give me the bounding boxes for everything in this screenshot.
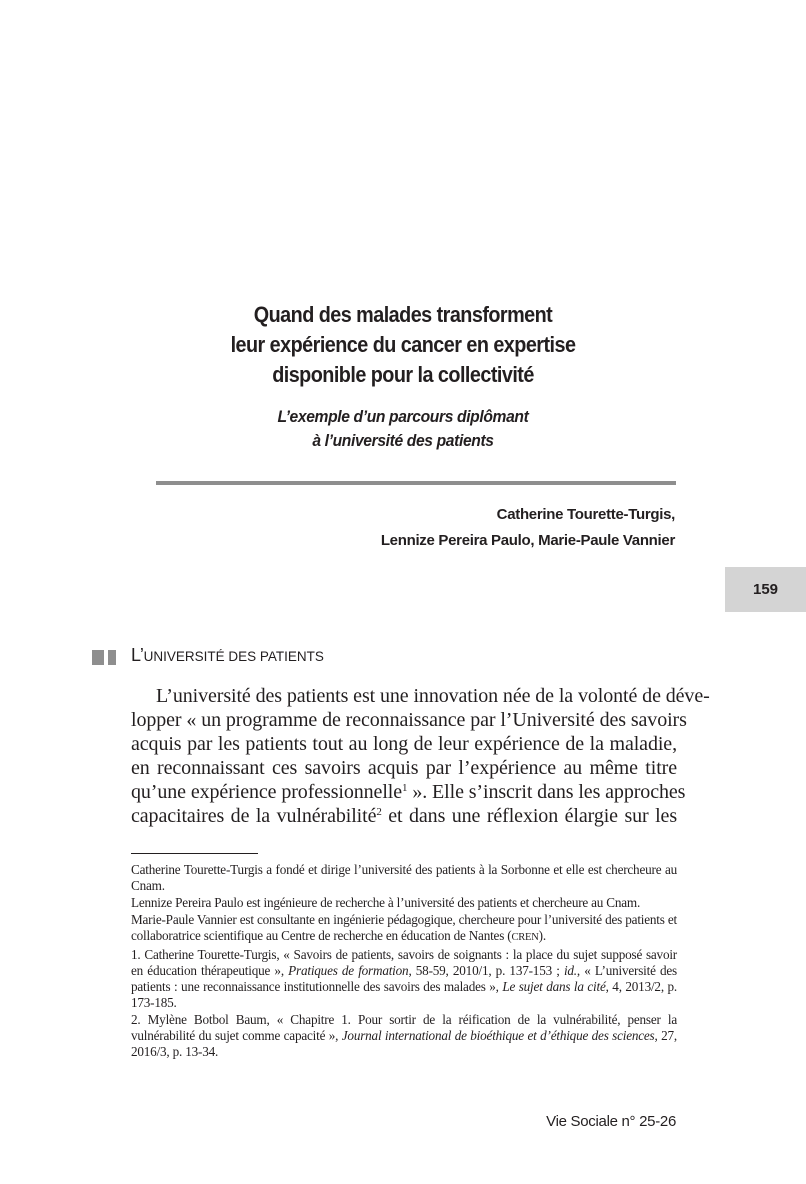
note-text: , 4, 2013/2, p. 173-185. (131, 979, 677, 1010)
note-text: ). (538, 928, 546, 943)
body-line: lopper « un programme de reconnaissance par l’Université des savoirs (131, 709, 687, 731)
footnote-ref-2[interactable]: 2 (376, 806, 382, 818)
note-text: , 58-59, 2010/1, p. 137-153 ; (408, 963, 564, 978)
subtitle-line: à l’université des patients (312, 431, 494, 450)
section-heading-rest: UNIVERSITÉ DES PATIENTS (143, 649, 324, 664)
body-line: en reconnaissant ces savoirs acquis par l’expérience au même titre (131, 757, 677, 779)
author-list (381, 502, 675, 554)
note-italic: Le sujet dans la cité (502, 979, 606, 994)
footnote-separator (131, 853, 258, 854)
note-italic: Journal international de bioéthique et d’éthique des sciences (341, 1028, 655, 1043)
section-heading (131, 645, 324, 666)
body-line (131, 804, 677, 828)
note-text: , « L’université des patients : une reconnaissance institutionnelle des savoirs des malades », (131, 963, 677, 994)
author-line: Lennize Pereira Paulo, Marie-Paule Vannier (380, 532, 675, 549)
title-line: Quand des malades transforment (253, 302, 553, 327)
author-note: Catherine Tourette-Turgis a fondé et dirige l’université des patients à la Sorbonne et elle est chercheure au Cnam. (131, 862, 677, 893)
running-footer: Vie Sociale n° 25-26 (546, 1113, 676, 1130)
footnote-2 (131, 1012, 677, 1060)
footnotes (131, 862, 677, 1061)
body-line: L’université des patients est une innovation née de la volonté de déve- (156, 685, 710, 707)
note-text: 2. Mylène Botbol Baum, « Chapitre 1. Pour sortir de la réification de la vulnérabilité, penser la vulnérabilité du sujet comme capacité », (131, 1012, 677, 1043)
body-line (131, 780, 686, 804)
body-line: acquis par les patients tout au long de leur expérience de la maladie, (131, 733, 677, 755)
page-number: 159 (752, 581, 779, 598)
footnote-1 (131, 947, 677, 1011)
body-line-text: ». Elle s’inscrit dans les approches (407, 781, 686, 803)
page-number-tab (725, 567, 806, 612)
body-paragraph (131, 684, 710, 828)
article-title (157, 300, 648, 390)
note-text: , 27, 2016/3, p. 13-34. (131, 1028, 677, 1059)
footnote-ref-1[interactable]: 1 (402, 782, 408, 794)
author-note (131, 912, 677, 946)
title-line: leur expérience du cancer en expertise (230, 332, 576, 357)
note-text: Marie-Paule Vannier est consultante en ingénierie pédagogique, chercheure pour l’université des patients et collaboratrice scientifique au Centre de recherche en éducation de Nantes ( (131, 912, 677, 943)
title-divider (156, 481, 676, 485)
article-subtitle (152, 405, 654, 453)
note-text: 1. Catherine Tourette-Turgis, « Savoirs de patients, savoirs de soignants : la place du sujet supposé savoir en éducation thérapeutique », (131, 947, 677, 978)
body-line-text: capacitaires de la vulnérabilité (131, 805, 377, 827)
section-heading-initial: L’ (131, 645, 144, 665)
body-line-text: qu’une expérience professionnelle (131, 781, 403, 803)
note-italic: id. (563, 963, 577, 978)
body-line-text: et dans une réflexion élargie sur les (381, 805, 678, 827)
note-abbr: CREN (511, 932, 539, 943)
title-line: disponible pour la collectivité (272, 362, 534, 387)
note-italic: Pratiques de formation (288, 963, 409, 978)
author-line: Catherine Tourette-Turgis, (496, 506, 675, 523)
subtitle-line: L’exemple d’un parcours diplômant (277, 407, 529, 426)
author-note: Lennize Pereira Paulo est ingénieure de recherche à l’université des patients et chercheure au Cnam. (131, 895, 641, 910)
